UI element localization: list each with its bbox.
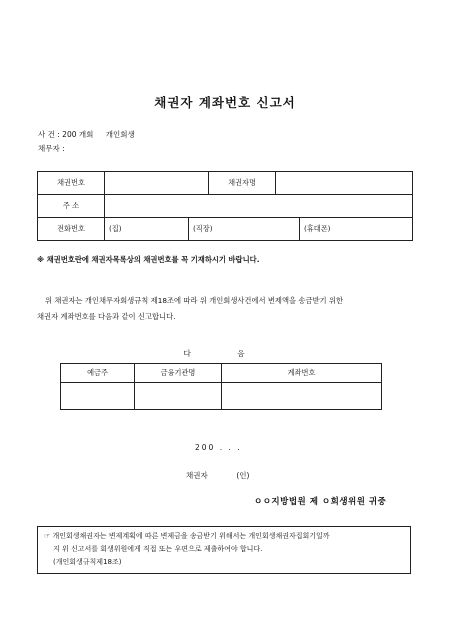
notice-box: [37, 526, 411, 574]
account-number-field[interactable]: [222, 383, 382, 410]
address-field[interactable]: [105, 195, 413, 218]
creditor-info-table: [37, 171, 413, 241]
phone-work-field[interactable]: (직장): [189, 218, 300, 240]
section-heading: 다 음: [183, 349, 267, 358]
header-bank-name: 금융기관명: [135, 364, 222, 383]
creditor-name-field[interactable]: [276, 172, 413, 195]
document-title: 채권자 계좌번호 신고서: [154, 95, 296, 110]
paragraph-line-1: 위 채권자는 개인채무자회생규칙 제18조에 따라 위 개인회생사건에서 변제액을 송금받기 위한: [45, 296, 344, 305]
case-label: 사 건 : 200 개회: [38, 130, 94, 139]
creditor-no-label: 채권번호: [38, 172, 105, 195]
debtor-line: 채무자 :: [38, 144, 65, 153]
phone-label: 전화번호: [38, 218, 105, 241]
account-table: [60, 363, 382, 410]
instruction-note: ※ 채권번호란에 채권자목록상의 채권번호를 꼭 기재하시기 바랍니다.: [37, 255, 260, 264]
court-addressee: ㅇㅇ지방법원 제 ㅇ회생위원 귀중: [254, 497, 387, 507]
account-holder-field[interactable]: [61, 383, 135, 410]
phone-fields: [105, 218, 413, 241]
date-line: 200 . . .: [195, 443, 242, 452]
creditor-name-label: 채권자명: [209, 172, 276, 195]
phone-mobile-field[interactable]: (휴대폰): [304, 224, 331, 233]
phone-home-field[interactable]: (집): [105, 218, 189, 240]
notice-line-1: ☞ 개인회생채권자는 변제계획에 따른 변제금을 송금받기 위해서는 개인회생채권자집회기일까: [44, 532, 330, 540]
notice-line-2: 지 위 신고서를 회생위원에게 직접 또는 우편으로 제출하여야 합니다.: [53, 545, 263, 553]
case-name: 개인회생: [105, 130, 135, 139]
declaration-paragraph: [37, 293, 422, 325]
creditor-signature: 채권자 (인): [186, 471, 250, 480]
header-account-holder: 예금주: [61, 364, 135, 383]
notice-line-3: (개인회생규칙제18조): [53, 558, 122, 566]
creditor-no-field[interactable]: [105, 172, 209, 195]
address-label: 주 소: [38, 195, 105, 218]
case-line: [38, 129, 135, 140]
header-account-number: 계좌번호: [222, 364, 382, 383]
bank-name-field[interactable]: [135, 383, 222, 410]
paragraph-line-2: 채권자 계좌번호를 다음과 같이 신고합니다.: [37, 312, 176, 321]
